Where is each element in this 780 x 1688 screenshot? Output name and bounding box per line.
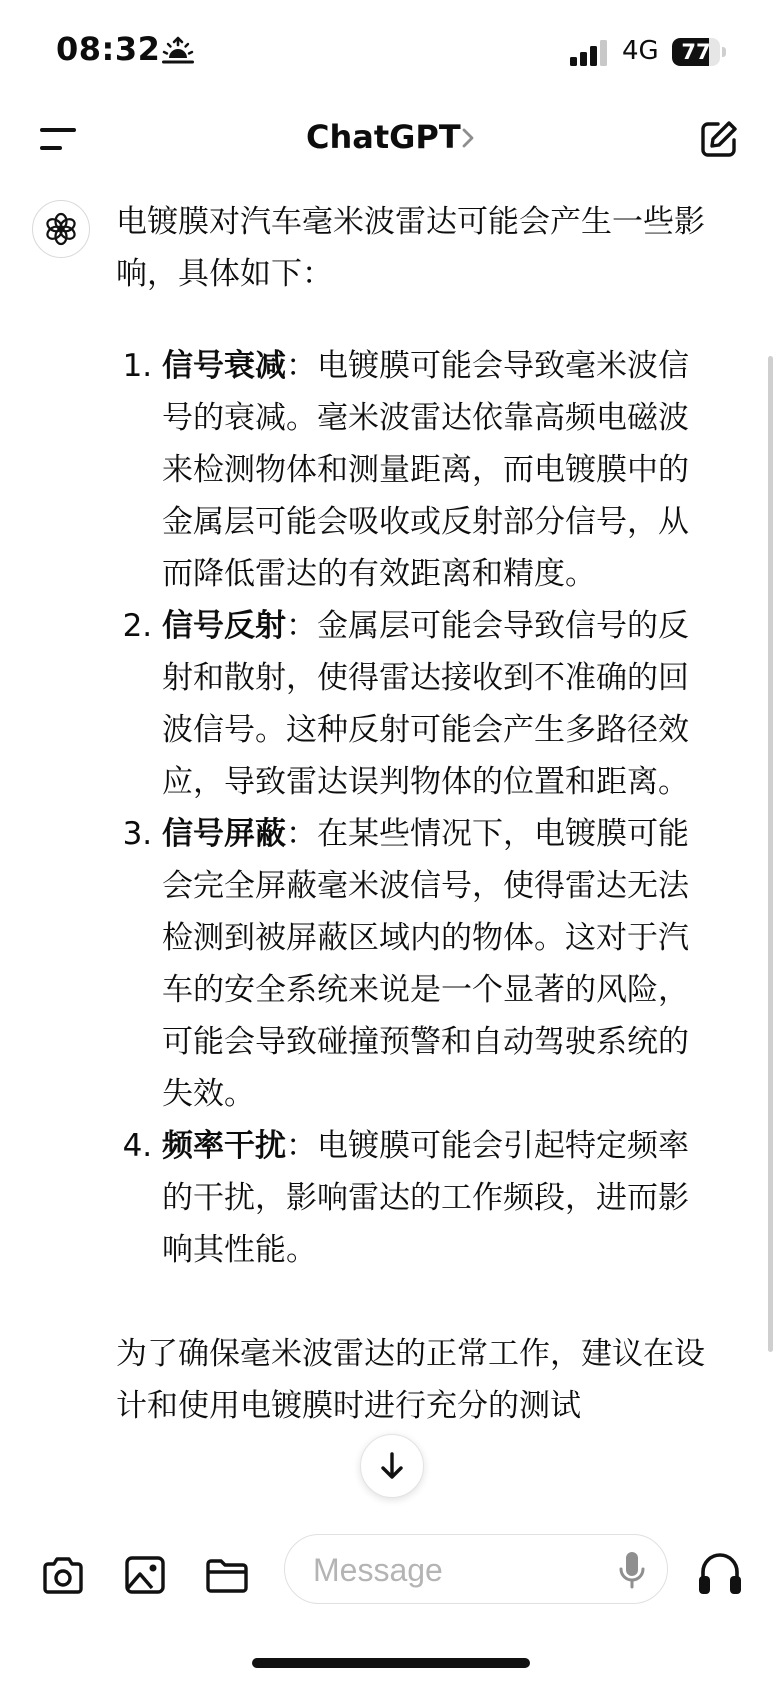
status-time: 08:32 — [56, 30, 161, 68]
camera-icon[interactable] — [40, 1552, 86, 1598]
list-item-term: 信号衰减 — [162, 348, 286, 384]
nav-bar — [0, 100, 780, 180]
battery-icon — [672, 38, 728, 66]
list-item-text: 电镀膜可能会导致毫米波信号的衰减。毫米波雷达依靠高频电磁波来检测物体和测量距离，而电镀膜中的金属层可能会吸收或反射部分信号，从而降低雷达的有效距离和精度。 — [162, 348, 689, 592]
assistant-avatar — [32, 200, 90, 258]
list-item-text: 金属层可能会导致信号的反射和散射，使得雷达接收到不准确的回波信号。这种反射可能会产生多路径效应，导致雷达误判物体的位置和距离。 — [162, 608, 689, 800]
list-item-term: 信号屏蔽 — [162, 816, 286, 852]
network-type: 4G — [622, 36, 659, 66]
message-box — [284, 1534, 668, 1604]
image-icon[interactable] — [122, 1552, 168, 1598]
composer-bar — [0, 1518, 780, 1688]
list-item: 1. 信号衰减：电镀膜可能会导致毫米波信号的衰减。毫米波雷达依靠高频电磁波来检测物体和测量距离，而电镀膜中的金属层可能会吸收或反射部分信号，从而降低雷达的有效距离和精度。 — [162, 340, 716, 600]
list-item-term: 信号反射 — [162, 608, 286, 644]
scroll-down-button[interactable] — [360, 1434, 424, 1498]
page-title: ChatGPT — [306, 118, 461, 156]
mic-icon[interactable] — [617, 1549, 647, 1591]
sunrise-icon — [160, 36, 196, 66]
scrollbar[interactable] — [768, 356, 773, 1352]
model-selector[interactable] — [300, 118, 490, 162]
list-item-text: 电镀膜可能会引起特定频率的干扰，影响雷达的工作频段，进而影响其性能。 — [162, 1128, 689, 1268]
headphones-icon[interactable] — [696, 1548, 744, 1598]
message-closing: 为了确保毫米波雷达的正常工作，建议在设计和使用电镀膜时进行充分的测试 — [116, 1336, 705, 1424]
battery-percent: 77 — [681, 40, 711, 64]
openai-logo-icon — [43, 211, 79, 247]
folder-icon[interactable] — [204, 1552, 250, 1598]
list-item: 4. 频率干扰：电镀膜可能会引起特定频率的干扰，影响雷达的工作频段，进而影响其性能。 — [162, 1120, 716, 1276]
signal-icon — [570, 40, 608, 66]
new-chat-icon[interactable] — [698, 118, 740, 160]
list-item: 2. 信号反射：金属层可能会导致信号的反射和散射，使得雷达接收到不准确的回波信号。这种反射可能会产生多路径效应，导致雷达误判物体的位置和距离。 — [162, 600, 716, 808]
message-intro: 电镀膜对汽车毫米波雷达可能会产生一些影响，具体如下： — [116, 204, 705, 292]
status-bar — [0, 0, 780, 100]
arrow-down-icon — [378, 1450, 406, 1482]
list-item: 3. 信号屏蔽：在某些情况下，电镀膜可能会完全屏蔽毫米波信号，使得雷达无法检测到被屏蔽区域内的物体。这对于汽车的安全系统来说是一个显著的风险，可能会导致碰撞预警和自动驾驶系统的失效。 — [162, 808, 716, 1120]
chevron-right-icon — [458, 124, 478, 152]
assistant-message — [116, 196, 716, 1432]
menu-icon[interactable] — [40, 124, 80, 154]
message-input[interactable] — [311, 1545, 605, 1595]
list-item-term: 频率干扰 — [162, 1128, 286, 1164]
list-item-text: 在某些情况下，电镀膜可能会完全屏蔽毫米波信号，使得雷达无法检测到被屏蔽区域内的物体。这对于汽车的安全系统来说是一个显著的风险，可能会导致碰撞预警和自动驾驶系统的失效。 — [162, 816, 689, 1112]
home-indicator — [252, 1658, 530, 1668]
message-list — [116, 340, 716, 1276]
